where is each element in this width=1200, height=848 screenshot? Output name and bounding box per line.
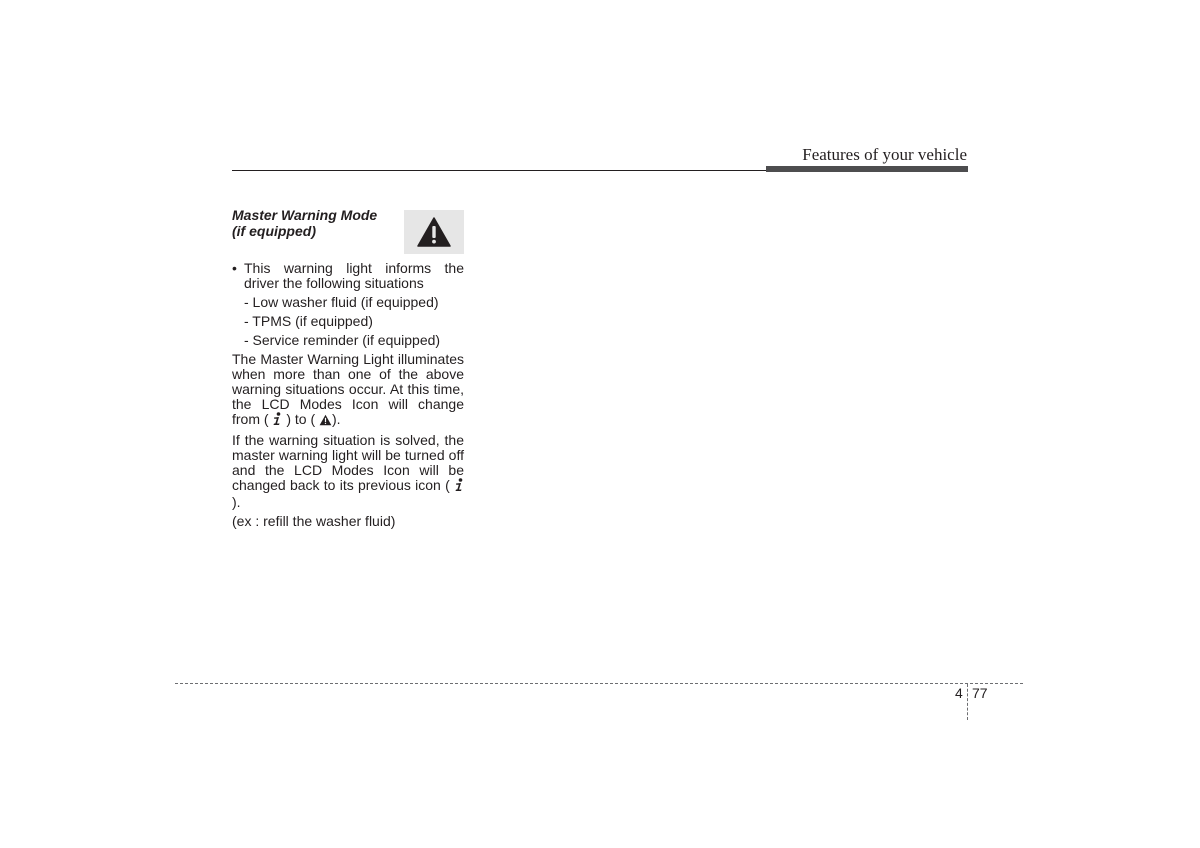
running-header-title: Features of your vehicle [802,145,967,164]
paragraph [232,433,464,510]
info-i-icon [272,412,282,429]
list-item [232,261,464,291]
chapter-number: 4 [955,685,963,701]
warning-triangle-icon [417,217,451,247]
sub-list-item: - TPMS (if equipped) [244,313,373,329]
section-heading [232,207,402,239]
master-warning-symbol [404,210,464,254]
page-number: 77 [972,685,988,701]
sub-list-item: - Low washer fluid (if equipped) [244,294,439,310]
section-heading-qualifier: (if equipped) [232,223,316,239]
paragraph-text: ). [332,411,341,427]
warning-triangle-icon [319,414,332,429]
paragraph: (ex : refill the washer fluid) [232,513,396,529]
header-rule-bar [766,166,968,172]
header-rule [232,170,766,171]
sub-list-item: - Service reminder (if equipped) [244,332,441,348]
info-i-icon [454,478,464,495]
paragraph-text: ). [232,494,241,510]
section-body [232,261,464,533]
footer-rule [175,683,1023,684]
paragraph-text: ) to ( [286,411,316,427]
paragraph-text: The Master Warning Light illuminates when more than one of the above warning situations occur. At this time, the LCD Modes Icon will change from ( [232,351,464,427]
bullet-text: This warning light informs the driver the following situations [244,260,464,291]
bullet-mark: • [232,260,237,276]
paragraph-text: If the warning situation is solved, the master warning light will be turned off and the LCD Modes Icon will be changed back to its previous icon ( [232,432,464,493]
paragraph [232,352,464,429]
footer-divider [967,684,968,720]
section-heading-title: Master Warning Mode [232,207,378,223]
